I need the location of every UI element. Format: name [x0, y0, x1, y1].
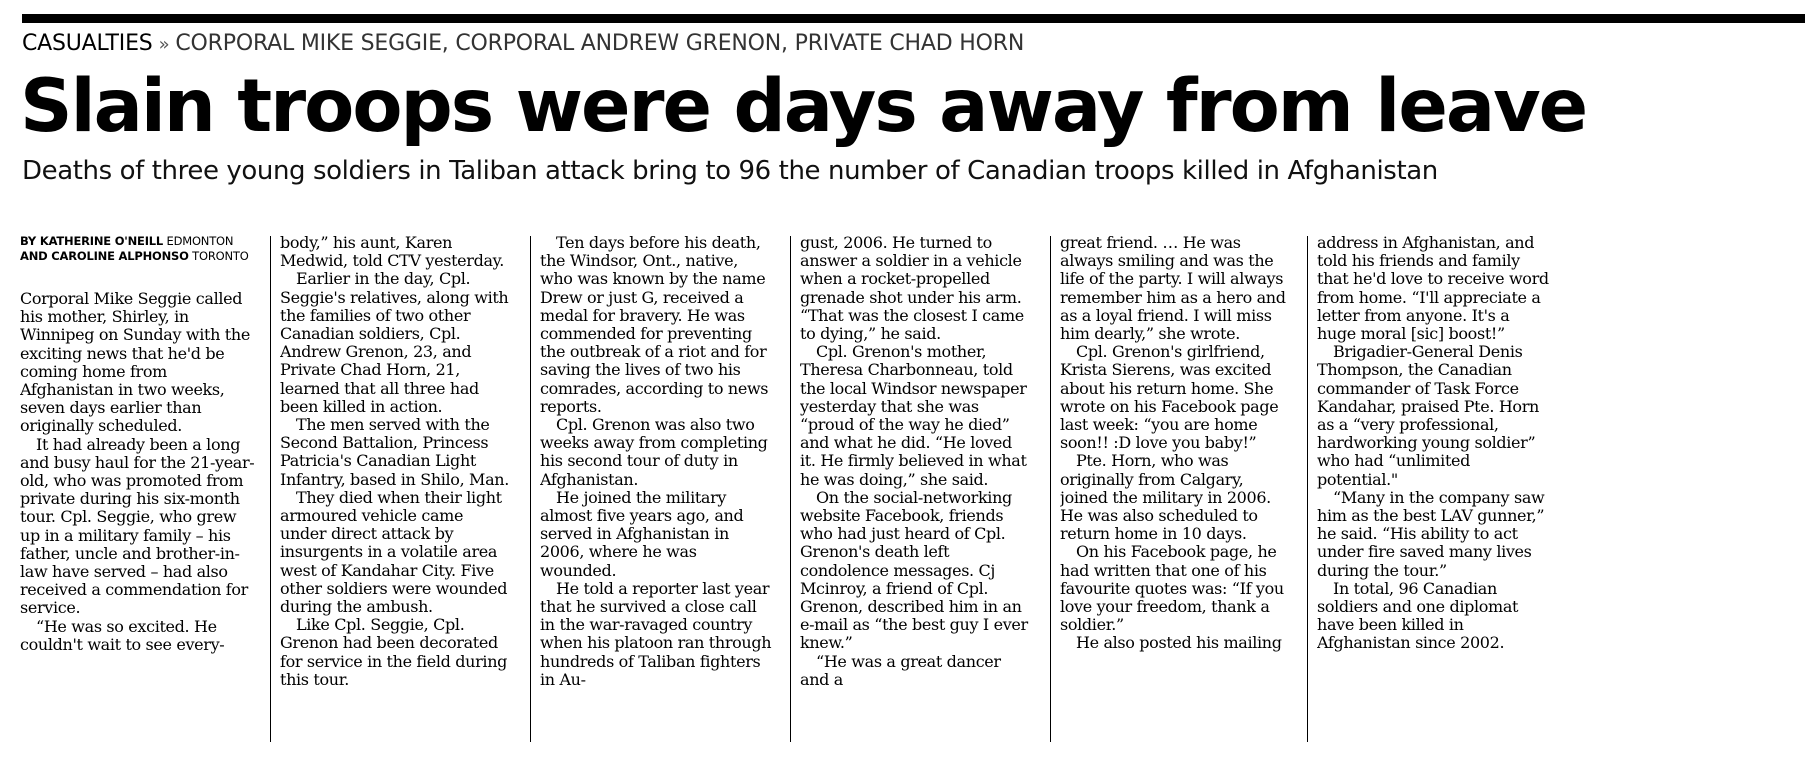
paragraph: “He was so excited. He couldn't wait to see every-: [20, 616, 225, 654]
column-rule: [1050, 236, 1051, 742]
paragraph: He told a reporter last year that he survived a close call in the war-ravaged country when his platoon ran through hundreds of Taliban fighters in Au-: [540, 578, 772, 689]
byline-author-1: BY KATHERINE O'NEILL: [20, 234, 164, 248]
byline-location-2: TORONTO: [192, 249, 249, 263]
paragraph: address in Afghanistan, and told his friends and family that he'd love to receive word from home. “I'll appreciate a letter from anyone. It's a huge moral [sic] boost!”: [1317, 234, 1549, 344]
paragraph: Cpl. Grenon was also two weeks away from completing his second tour of duty in Afghanistan.: [540, 415, 768, 489]
paragraph: He also posted his mailing: [1076, 633, 1282, 653]
byline-author-2: AND CAROLINE ALPHONSO: [20, 249, 189, 263]
column-rule: [270, 236, 271, 742]
article-column-4: [800, 234, 1032, 754]
deck: Deaths of three young soldiers in Taliban attack bring to 96 the number of Canadian troops killed in Afghanistan: [22, 156, 1438, 186]
section-label: CASUALTIES: [22, 31, 153, 56]
article-column-1: [20, 234, 260, 754]
paragraph: body,” his aunt, Karen Medwid, told CTV yesterday.: [280, 234, 504, 271]
paragraph: Like Cpl. Seggie, Cpl. Grenon had been decorated for service in the field during this tour.: [280, 615, 508, 689]
top-rule: [22, 14, 1805, 23]
paragraph: Pte. Horn, who was originally from Calgary, joined the military in 2006. He was also scheduled to return home in 10 days.: [1060, 451, 1271, 544]
paragraph: In total, 96 Canadian soldiers and one diplomat have been killed in Afghanistan since 2002.: [1317, 578, 1519, 653]
headline: Slain troops were days away from leave: [20, 64, 1587, 149]
paragraph: “He was a great dancer and a: [800, 651, 1001, 689]
paragraph: They died when their light armoured vehicle came under direct attack by insurgents in a volatile area west of Kandahar City. Five other soldiers were wounded during the ambush.: [280, 487, 508, 617]
article-column-3: [540, 234, 772, 754]
article-column-2: [280, 234, 512, 754]
kicker-names: CORPORAL MIKE SEGGIE, CORPORAL ANDREW GRENON, PRIVATE CHAD HORN: [175, 31, 1025, 56]
byline-location-1: EDMONTON: [166, 234, 234, 248]
paragraph: great friend. … He was always smiling and was the life of the party. I will always remember him as a hero and as a loyal friend. I will miss him dearly,” she wrote.: [1060, 234, 1286, 344]
kicker-separator: »: [158, 34, 170, 55]
paragraph: “Many in the company saw him as the best LAV gunner,” he said. “His ability to act under fire saved many lives during the tour.”: [1317, 487, 1545, 580]
paragraph: Ten days before his death, the Windsor, Ont., native, who was known by the name Drew or just G, received a medal for bravery. He was commended for preventing the outbreak of a riot and for saving the lives of two his comrades, according to news reports.: [540, 234, 769, 416]
paragraph: gust, 2006. He turned to answer a soldier in a vehicle when a rocket-propelled grenade shot under his arm. “That was the closest I came to dying,” he said.: [800, 234, 1024, 344]
column-rule: [1307, 236, 1308, 742]
paragraph: On his Facebook page, he had written that one of his favourite quotes was: “If you love your freedom, thank a soldier.”: [1060, 542, 1284, 635]
paragraph: Cpl. Grenon's girlfriend, Krista Sierens, was excited about his return home. She wrote on his Facebook page last week: “you are home soon!! :D love you baby!”: [1060, 342, 1279, 453]
paragraph: The men served with the Second Battalion, Princess Patricia's Canadian Light Infantry, based in Shilo, Man.: [280, 415, 509, 489]
kicker: [22, 31, 1024, 58]
paragraph: Cpl. Grenon's mother, Theresa Charbonneau, told the local Windsor newspaper yesterday that she was “proud of the way he died” and what he did. “He loved it. He firmly believed in what he was doing,” she said.: [800, 342, 1027, 489]
paragraph: Earlier in the day, Cpl. Seggie's relatives, along with the families of two other Canadian soldiers, Cpl. Andrew Grenon, 23, and Private Chad Horn, 21, learned that all three had been killed in action.: [280, 269, 509, 416]
article-column-5: [1060, 234, 1292, 754]
article-column-6: [1317, 234, 1549, 754]
paragraph: Brigadier-General Denis Thompson, the Canadian commander of Task Force Kandahar, praised Pte. Horn as a “very professional, hardworking young soldier” who had “unlimited potential.": [1317, 342, 1539, 489]
paragraph: He joined the military almost five years ago, and served in Afghanistan in 2006, where he was wounded.: [540, 487, 744, 580]
column-rule: [530, 236, 531, 742]
paragraph: On the social-networking website Facebook, friends who had just heard of Cpl. Grenon's death left condolence messages. Cj Mcinroy, a friend of Cpl. Grenon, described him in an e-mail as “the best guy I ever knew.”: [800, 487, 1028, 653]
paragraph: Corporal Mike Seggie called his mother, Shirley, in Winnipeg on Sunday with the exciting news that he'd be coming home from Afghanistan in two weeks, seven days earlier than originally scheduled.: [20, 289, 250, 436]
column-rule: [790, 236, 791, 742]
paragraph: It had already been a long and busy haul for the 21-year-old, who was promoted from private during his six-month tour. Cpl. Seggie, who grew up in a military family – his father, uncle and brother-in-law have served – had also received a commendation for service.: [20, 434, 255, 618]
byline: [20, 234, 260, 264]
